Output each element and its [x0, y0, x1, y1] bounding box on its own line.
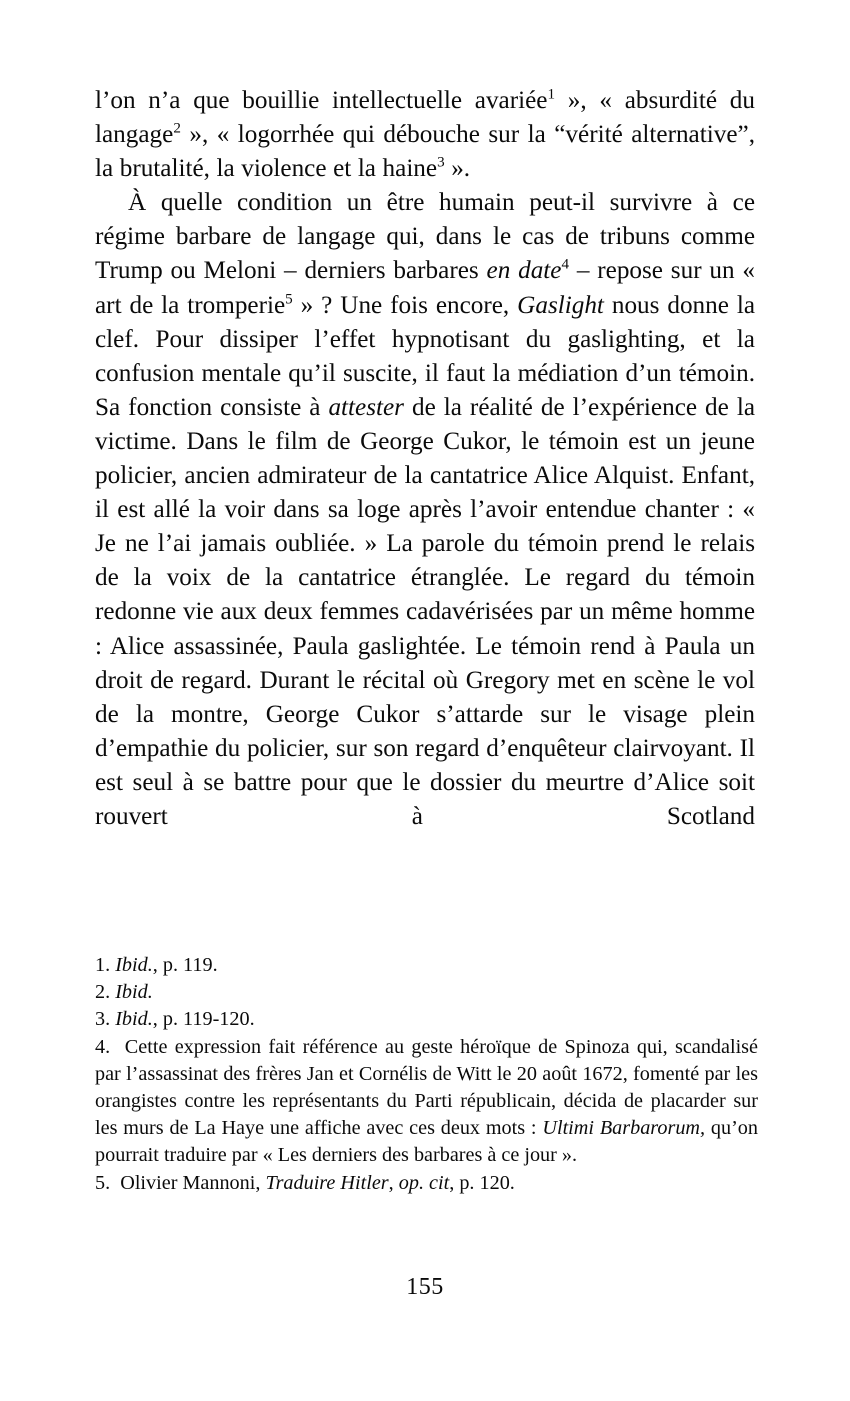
footnote-ref-3[interactable]: 3	[437, 154, 445, 171]
text-run: ».	[444, 155, 471, 183]
text-run: Olivier Mannoni,	[120, 1171, 266, 1194]
footnote-ibid: Ibid.	[115, 954, 153, 976]
footnote-ref-2[interactable]: 2	[173, 120, 181, 137]
text-run: » ? Une fois encore,	[292, 291, 518, 319]
footnote-ref-4[interactable]: 4	[561, 257, 570, 274]
title-gaslight: Gaslight	[517, 291, 604, 319]
text-run: l’on n’a que bouillie intellectuelle avariée	[95, 87, 548, 114]
paragraph-main	[95, 186, 755, 868]
emphasis-attester: attester	[328, 393, 404, 421]
text-run: – repose sur un « art de la tromperie	[95, 257, 755, 319]
text-run: qu’on pourrait traduire par « Les derniers des barbares à ce jour ».	[95, 1117, 758, 1167]
text-run: Cette expression fait référence au geste héroïque de Spinoza qui, scandalisé par l’assassinat des frères Jan et Cornélis de Witt le 20 août 1672, fomenté par les orangistes contre les représentants du Parti républicain, décida de placarder sur les murs de La Haye une affiche avec ces deux mots :	[95, 1035, 758, 1140]
text-run: », « absurdité du langage	[95, 87, 755, 149]
footnote-marker: 3.	[95, 1008, 111, 1031]
footnote-3	[95, 1006, 758, 1033]
footnotes-block	[95, 952, 758, 1197]
text-run: de la réalité de l’expérience de la victime. Dans le film de George Cukor, le témoin est un jeune policier, ancien admirateur de la cantatrice Alice Alquist. Enfant, il est allé la voir dans sa loge après l’avoir entendue chanter : « Je ne l’ai jamais oubliée. » La parole du témoin prend le relais de la voix de la cantatrice étranglée. Le regard du témoin redonne vie aux deux femmes cadavérisées par un même homme : Alice assassinée, Paula gaslightée. Le témoin rend à Paula un droit de regard. Durant le récital où Gregory met en scène le vol de la montre, George Cukor s’attarde sur le visage plein d’empathie du policier, sur son regard d’enquêteur clairvoyant. Il est seul à se battre pour que le dossier du meurtre d’Alice soit rouvert à Scotland	[95, 393, 755, 830]
text-run: ,	[388, 1171, 399, 1194]
footnote-ref-1[interactable]: 1	[547, 86, 556, 103]
footnote-2	[95, 979, 758, 1006]
body-text	[95, 84, 755, 868]
paragraph-continued	[95, 84, 755, 186]
footnote-ibid: Ibid.	[115, 981, 153, 1004]
footnote-marker: 5.	[95, 1171, 111, 1194]
text-run: À quelle condition un être humain peut-il survivre à ce régime barbare de langage qui, dans le cas de tribuns comme Trump ou Meloni – derniers barbares	[95, 189, 755, 285]
footnote-marker: 1.	[95, 954, 111, 976]
footnote-ibid: Ibid.	[115, 1008, 153, 1031]
emphasis-en-date: en date	[486, 257, 562, 285]
page-text-column	[95, 84, 755, 868]
text-run: , p. 120.	[449, 1171, 515, 1194]
text-run: nous donne la clef. Pour dissiper l’effet hypnotisant du gaslighting, et la confusion mentale qu’il suscite, il faut la médiation d’un témoin. Sa fonction consiste à	[95, 291, 755, 421]
footnote-1	[95, 952, 758, 979]
text-run: », « logorrhée qui débouche sur la “vérité alternative”, la brutalité, la violence et la haine	[95, 121, 755, 183]
page-number: 155	[406, 1274, 444, 1300]
footnote-ref-5[interactable]: 5	[285, 291, 293, 308]
footnote-5	[95, 1170, 758, 1197]
text-run: , p. 119.	[152, 954, 218, 976]
footnote-4	[95, 1034, 758, 1170]
title-traduire-hitler: Traduire Hitler	[265, 1171, 389, 1194]
citation-op-cit: op. cit	[398, 1171, 450, 1194]
footnote-marker: 2.	[95, 981, 111, 1004]
text-run: , p. 119-120.	[152, 1008, 255, 1031]
footnote-marker: 4.	[95, 1035, 111, 1058]
latin-phrase-ultimi-barbarorum: Ultimi Barbarorum,	[542, 1117, 706, 1140]
